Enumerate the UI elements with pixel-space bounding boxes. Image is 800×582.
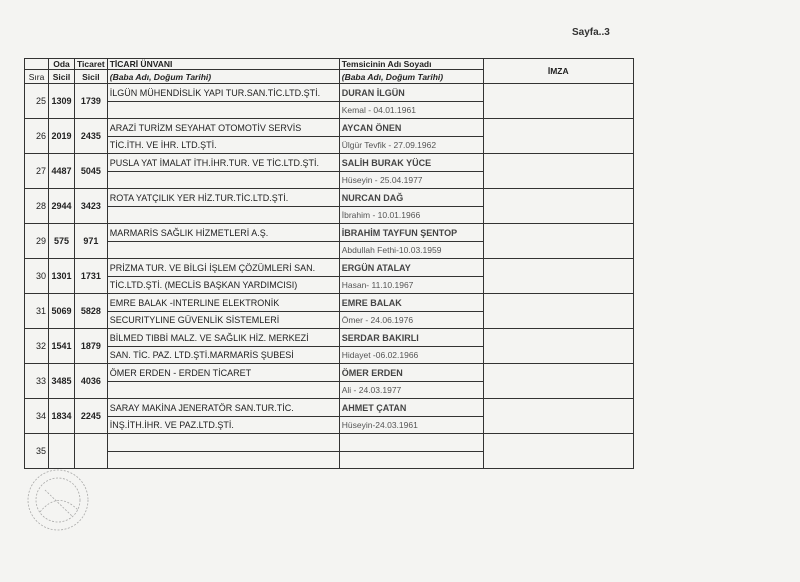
cell-imza	[483, 294, 633, 329]
header-baba-adi-temsilci: (Baba Adı, Doğum Tarihi)	[339, 70, 483, 84]
cell-imza	[483, 434, 633, 469]
cell-unvan-line2: TİC.İTH. VE İHR. LTD.ŞTİ.	[107, 137, 339, 154]
cell-imza	[483, 84, 633, 119]
official-stamp	[20, 460, 100, 535]
cell-unvan-line2: SAN. TİC. PAZ. LTD.ŞTİ.MARMARİS ŞUBESİ	[107, 347, 339, 364]
table-row	[25, 224, 634, 242]
cell-unvan-line2	[107, 102, 339, 119]
cell-unvan-line2: İNŞ.İTH.İHR. VE PAZ.LTD.ŞTİ.	[107, 417, 339, 434]
cell-ticaret-sicil: 3423	[75, 189, 108, 224]
cell-temsilci-name: NURCAN DAĞ	[339, 189, 483, 207]
cell-unvan-line1: BİLMED TIBBİ MALZ. VE SAĞLIK HİZ. MERKEZİ	[107, 329, 339, 347]
cell-sira: 30	[25, 259, 49, 294]
cell-oda-sicil: 3485	[49, 364, 75, 399]
cell-imza	[483, 329, 633, 364]
signature-table	[24, 58, 634, 469]
header-oda: Oda	[49, 59, 75, 70]
header-temsilci: Temsicinin Adı Soyadı	[339, 59, 483, 70]
cell-temsilci-name: SERDAR BAKIRLI	[339, 329, 483, 347]
cell-imza	[483, 399, 633, 434]
cell-imza	[483, 224, 633, 259]
cell-unvan-line2: SECURITYLINE GÜVENLİK SİSTEMLERİ	[107, 312, 339, 329]
cell-temsilci-father: Hidayet -06.02.1966	[339, 347, 483, 364]
cell-oda-sicil: 4487	[49, 154, 75, 189]
cell-oda-sicil: 1301	[49, 259, 75, 294]
cell-unvan-line1: SARAY MAKİNA JENERATÖR SAN.TUR.TİC.	[107, 399, 339, 417]
cell-temsilci-father: Ülgür Tevfik - 27.09.1962	[339, 137, 483, 154]
cell-unvan-line1: PUSLA YAT İMALAT İTH.İHR.TUR. VE TİC.LTD.ŞTİ.	[107, 154, 339, 172]
table-row	[25, 434, 634, 452]
cell-sira: 25	[25, 84, 49, 119]
cell-ticaret-sicil: 1879	[75, 329, 108, 364]
cell-ticaret-sicil: 1731	[75, 259, 108, 294]
cell-unvan-line1: PRİZMA TUR. VE BİLGİ İŞLEM ÇÖZÜMLERİ SAN.	[107, 259, 339, 277]
header-oda-sicil: Sicil	[49, 70, 75, 84]
cell-oda-sicil: 1309	[49, 84, 75, 119]
cell-temsilci-name: AHMET ÇATAN	[339, 399, 483, 417]
cell-unvan-line2	[107, 382, 339, 399]
header-sira: Sıra	[25, 70, 49, 84]
cell-temsilci-father: Ömer - 24.06.1976	[339, 312, 483, 329]
cell-temsilci-father	[339, 452, 483, 469]
cell-unvan-line2	[107, 172, 339, 189]
cell-temsilci-name: İBRAHİM TAYFUN ŞENTOP	[339, 224, 483, 242]
cell-temsilci-name: DURAN İLGÜN	[339, 84, 483, 102]
cell-unvan-line2	[107, 242, 339, 259]
cell-unvan-line1: ARAZİ TURİZM SEYAHAT OTOMOTİV SERVİS	[107, 119, 339, 137]
cell-ticaret-sicil: 1739	[75, 84, 108, 119]
header-empty	[25, 59, 49, 70]
cell-temsilci-name: AYCAN ÖNEN	[339, 119, 483, 137]
cell-sira: 32	[25, 329, 49, 364]
cell-sira: 29	[25, 224, 49, 259]
cell-unvan-line1: MARMARİS SAĞLIK HİZMETLERİ A.Ş.	[107, 224, 339, 242]
cell-oda-sicil: 5069	[49, 294, 75, 329]
cell-imza	[483, 364, 633, 399]
page-number: Sayfa..3	[572, 27, 610, 38]
cell-oda-sicil: 2019	[49, 119, 75, 154]
cell-temsilci-name: EMRE BALAK	[339, 294, 483, 312]
cell-temsilci-name	[339, 434, 483, 452]
cell-oda-sicil: 2944	[49, 189, 75, 224]
cell-unvan-line1: ROTA YATÇILIK YER HİZ.TUR.TİC.LTD.ŞTİ.	[107, 189, 339, 207]
header-ticaret-sicil: Sicil	[75, 70, 108, 84]
cell-sira: 26	[25, 119, 49, 154]
cell-ticaret-sicil: 5828	[75, 294, 108, 329]
header-imza: İMZA	[483, 59, 633, 84]
table-row	[25, 119, 634, 137]
cell-ticaret-sicil: 4036	[75, 364, 108, 399]
header-baba-adi-unvan: (Baba Adı, Doğum Tarihi)	[107, 70, 339, 84]
cell-unvan-line1: İLGÜN MÜHENDİSLİK YAPI TUR.SAN.TİC.LTD.ŞTİ.	[107, 84, 339, 102]
cell-temsilci-father: Hüseyin-24.03.1961	[339, 417, 483, 434]
cell-ticaret-sicil: 2435	[75, 119, 108, 154]
cell-oda-sicil: 1541	[49, 329, 75, 364]
header-row-1	[25, 59, 634, 70]
table-row	[25, 399, 634, 417]
cell-sira: 33	[25, 364, 49, 399]
cell-temsilci-father: Hasan- 11.10.1967	[339, 277, 483, 294]
cell-unvan-line1: EMRE BALAK -INTERLINE ELEKTRONİK	[107, 294, 339, 312]
cell-imza	[483, 154, 633, 189]
cell-temsilci-name: ÖMER ERDEN	[339, 364, 483, 382]
table-row	[25, 364, 634, 382]
cell-sira: 35	[25, 434, 49, 469]
cell-ticaret-sicil: 2245	[75, 399, 108, 434]
cell-sira: 27	[25, 154, 49, 189]
table-row	[25, 154, 634, 172]
cell-imza	[483, 259, 633, 294]
cell-temsilci-father: Ali - 24.03.1977	[339, 382, 483, 399]
cell-temsilci-father: Hüseyin - 25.04.1977	[339, 172, 483, 189]
cell-sira: 28	[25, 189, 49, 224]
cell-unvan-line2: TİC.LTD.ŞTİ. (MECLİS BAŞKAN YARDIMCISI)	[107, 277, 339, 294]
cell-sira: 31	[25, 294, 49, 329]
cell-oda-sicil: 575	[49, 224, 75, 259]
cell-imza	[483, 189, 633, 224]
cell-sira: 34	[25, 399, 49, 434]
table-row	[25, 294, 634, 312]
cell-oda-sicil: 1834	[49, 399, 75, 434]
cell-unvan-line2	[107, 207, 339, 224]
cell-temsilci-father: Kemal - 04.01.1961	[339, 102, 483, 119]
cell-imza	[483, 119, 633, 154]
cell-unvan-line1: ÖMER ERDEN - ERDEN TİCARET	[107, 364, 339, 382]
header-ticari-unvani: TİCARİ ÜNVANI	[107, 59, 339, 70]
cell-temsilci-father: İbrahim - 10.01.1966	[339, 207, 483, 224]
cell-ticaret-sicil: 5045	[75, 154, 108, 189]
cell-unvan-line1	[107, 434, 339, 452]
cell-temsilci-name: SALİH BURAK YÜCE	[339, 154, 483, 172]
cell-temsilci-father: Abdullah Fethi-10.03.1959	[339, 242, 483, 259]
table-row	[25, 329, 634, 347]
cell-ticaret-sicil: 971	[75, 224, 108, 259]
table-row	[25, 259, 634, 277]
table-row	[25, 189, 634, 207]
table-row	[25, 84, 634, 102]
header-ticaret: Ticaret	[75, 59, 108, 70]
cell-temsilci-name: ERGÜN ATALAY	[339, 259, 483, 277]
cell-unvan-line2	[107, 452, 339, 469]
